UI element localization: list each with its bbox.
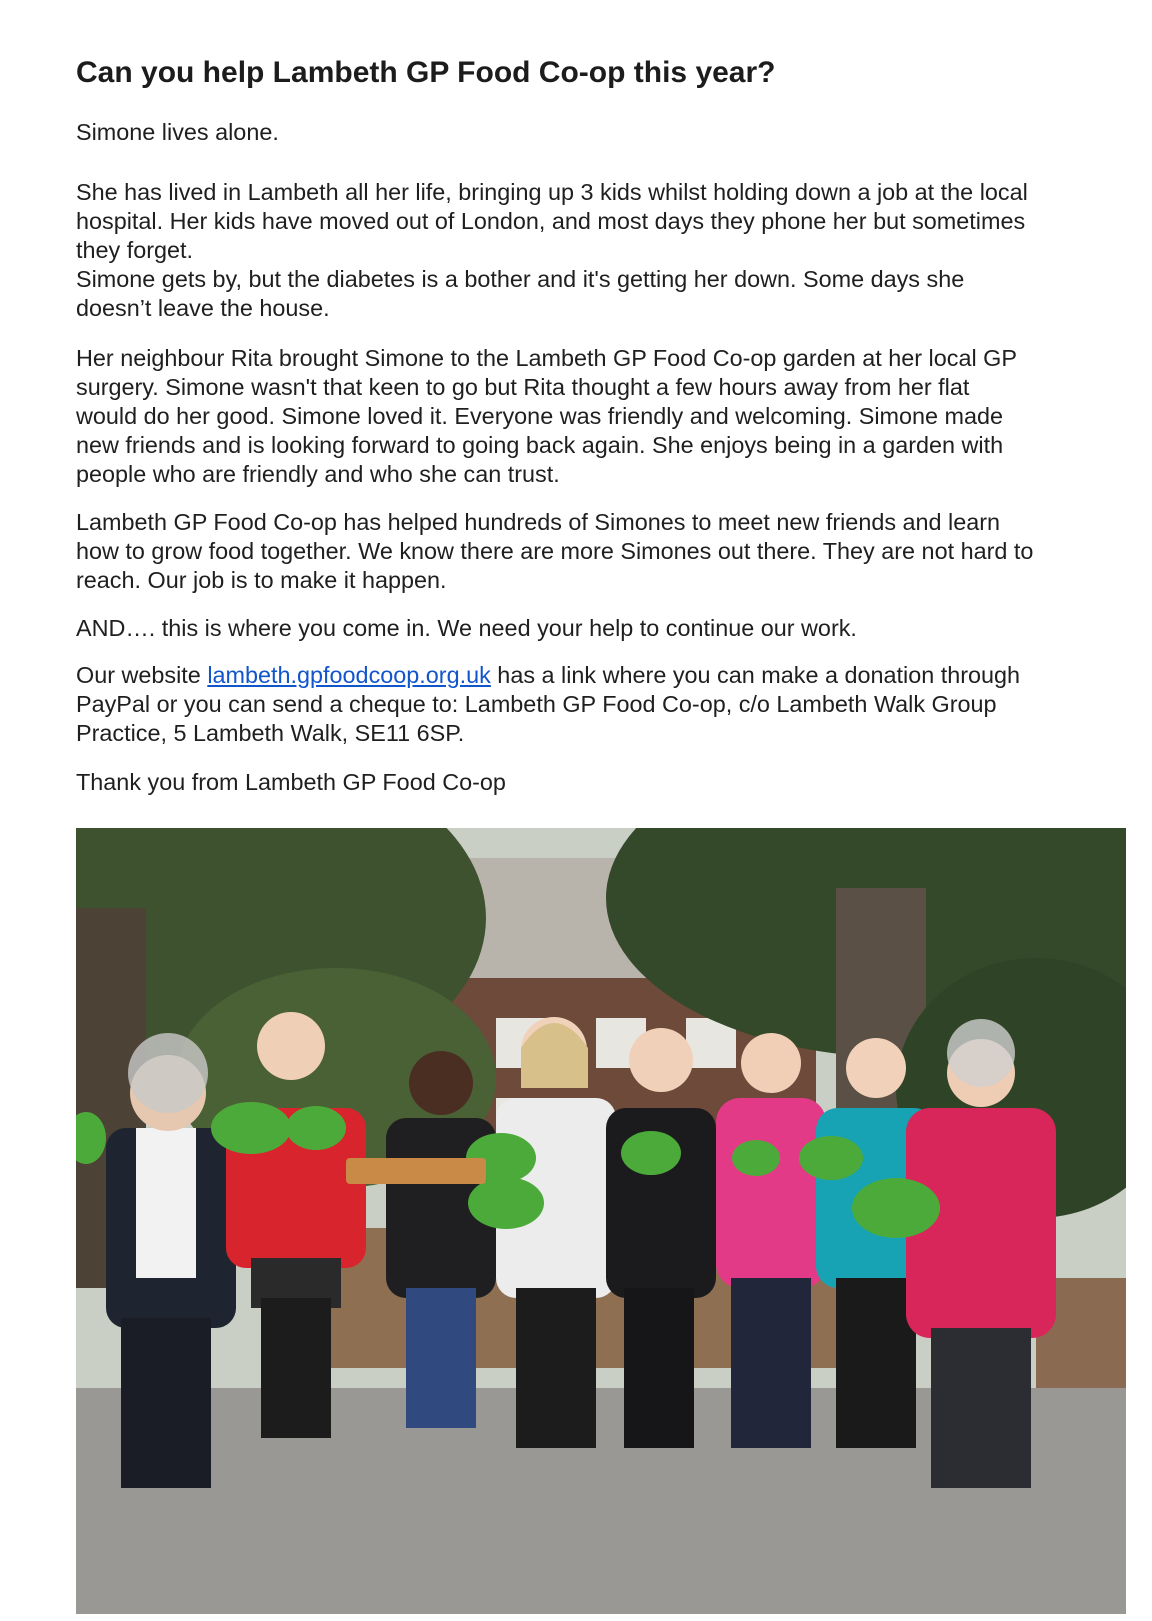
paragraph-line [76,661,1136,690]
paragraph-line: She has lived in Lambeth all her life, bringing up 3 kids whilst holding down a job at the local [76,179,1028,205]
paragraph-line: people who are friendly and who she can trust. [76,461,560,487]
paragraph-line: hospital. Her kids have moved out of London, and most days they phone her but sometimes [76,208,1026,234]
group-photo [76,828,1126,1614]
paragraph-line: new friends and is looking forward to going back again. She enjoys being in a garden with [76,432,1004,458]
paragraph-donation-info [76,661,1136,748]
paragraph-line: how to grow food together. We know there are more Simones out there. They are not hard to [76,538,1034,564]
wooden-tray [346,1158,486,1184]
paragraph-line: PayPal or you can send a cheque to: Lambeth GP Food Co-op, c/o Lambeth Walk Group [76,691,997,717]
paragraph-coop-impact [76,508,1136,595]
paragraph-call-to-action [76,614,1136,643]
website-link[interactable]: lambeth.gpfoodcoop.org.uk [207,662,491,688]
paragraph-line: they forget. [76,237,194,263]
paragraph-line: would do her good. Simone loved it. Everyone was friendly and welcoming. Simone made [76,403,1004,429]
paragraph-line: Simone lives alone. [76,119,279,145]
paragraph-line: Her neighbour Rita brought Simone to the Lambeth GP Food Co-op garden at her local GP [76,345,1017,371]
paragraph-line: AND…. this is where you come in. We need your help to continue our work. [76,615,857,641]
paragraph-line: Practice, 5 Lambeth Walk, SE11 6SP. [76,720,465,746]
paragraph-garden-visit [76,344,1136,489]
page-title: Can you help Lambeth GP Food Co-op this year? [76,56,776,89]
paragraph-line: Thank you from Lambeth GP Food Co-op [76,769,506,795]
paragraph-simone-background [76,178,1136,323]
paragraph-line: Lambeth GP Food Co-op has helped hundreds of Simones to meet new friends and learn [76,509,1001,535]
paragraph-intro [76,118,1136,147]
text-after-link: has a link where you can make a donation through [490,662,1021,688]
paragraph-line: Simone gets by, but the diabetes is a bother and it's getting her down. Some days she [76,266,965,292]
group-photo-illustration [76,828,1126,1614]
paragraph-line: reach. Our job is to make it happen. [76,567,447,593]
paragraph-line: surgery. Simone wasn't that keen to go but Rita thought a few hours away from her flat [76,374,970,400]
text-before-link: Our website [76,662,208,688]
paragraph-line: doesn’t leave the house. [76,295,330,321]
paragraph-thank-you [76,768,1136,797]
